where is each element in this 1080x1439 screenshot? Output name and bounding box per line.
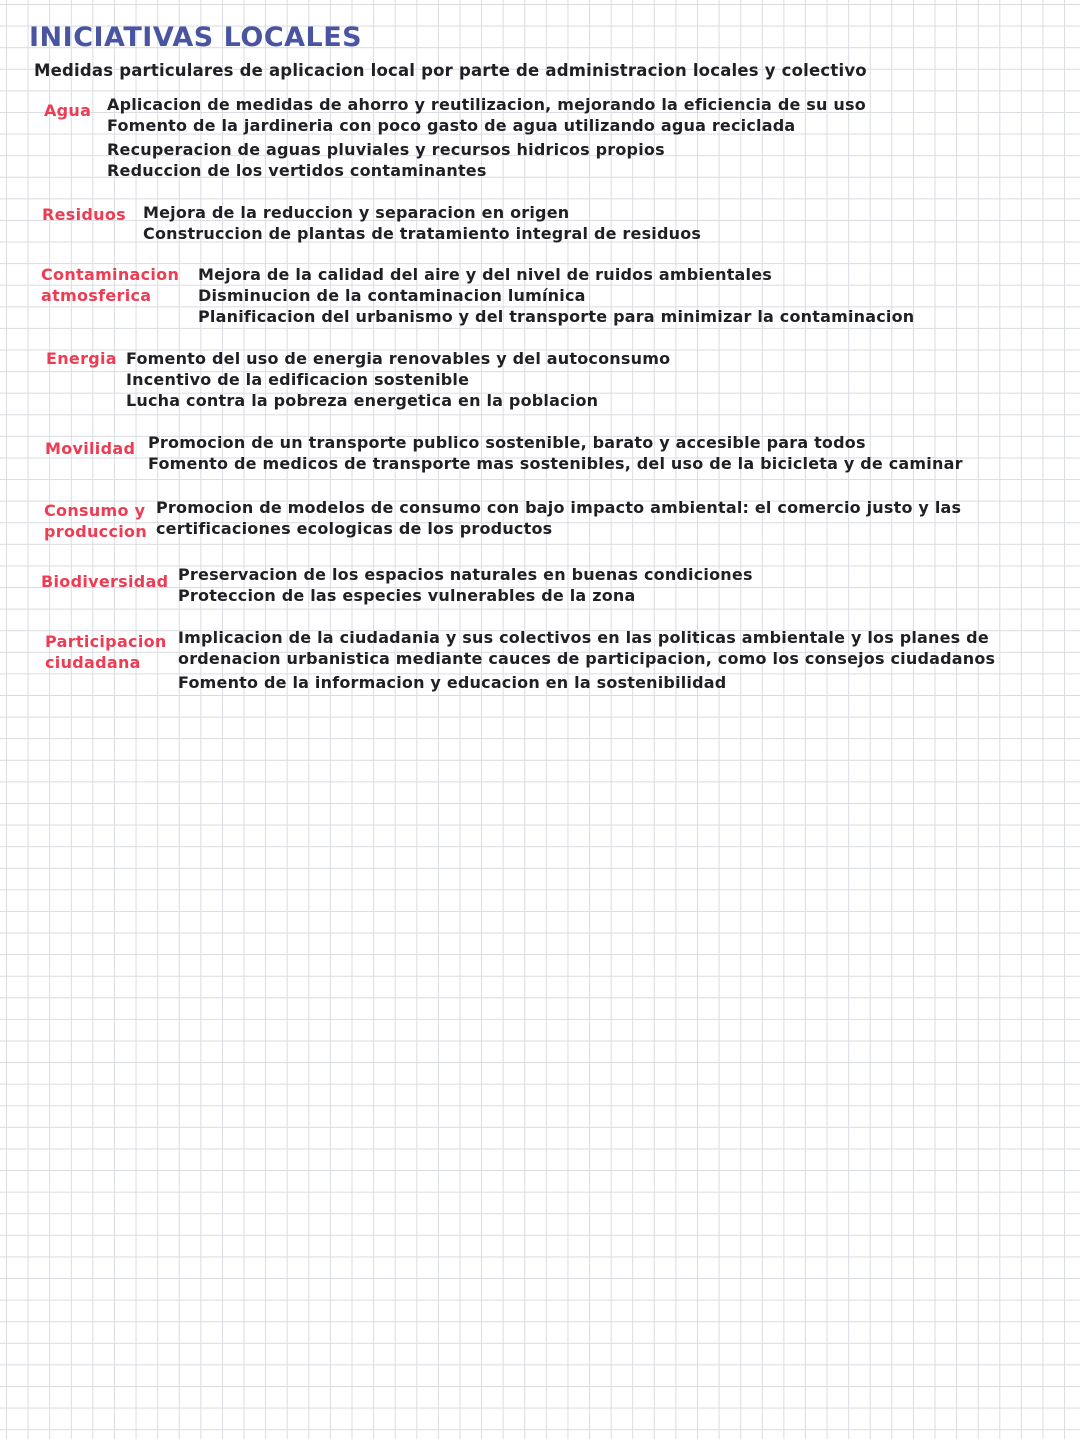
section-items [178,627,995,693]
section-label: Contaminacion atmosferica [41,265,180,305]
section-label: Participacion ciudadana [45,632,167,672]
list-item: Fomento de la informacion y educacion en la sostenibilidad [178,673,727,692]
section-items [143,202,701,244]
list-item: Disminucion de la contaminacion lumínica [198,286,586,305]
list-item: Fomento de medicos de transporte mas sostenibles, del uso de la bicicleta y de caminar [148,454,963,473]
section-items [178,564,753,606]
list-item: Proteccion de las especies vulnerables de la zona [178,586,636,605]
list-item: Promocion de modelos de consumo con bajo impacto ambiental: el comercio justo y las [156,498,962,517]
list-item: Fomento de la jardineria con poco gasto de agua utilizando agua reciclada [107,116,796,135]
section-label: Agua [44,101,92,120]
list-item: Mejora de la reduccion y separacion en origen [143,203,570,222]
section-label: Energia [46,349,117,368]
list-item: Incentivo de la edificacion sostenible [126,370,470,389]
section-label: Movilidad [45,439,136,458]
page-title: INICIATIVAS LOCALES [29,22,363,53]
list-item: Promocion de un transporte publico sostenible, barato y accesible para todos [148,433,866,452]
list-item: Lucha contra la pobreza energetica en la poblacion [126,391,599,410]
section-label: Biodiversidad [41,572,169,591]
list-item: Fomento del uso de energia renovables y del autoconsumo [126,349,671,368]
list-item: Planificacion del urbanismo y del transporte para minimizar la contaminacion [198,307,915,326]
list-item: Aplicacion de medidas de ahorro y reutilizacion, mejorando la eficiencia de su uso [107,95,866,114]
list-item: Construccion de plantas de tratamiento integral de residuos [143,224,702,243]
section-items [126,348,670,411]
section-items [156,497,961,539]
page-subtitle: Medidas particulares de aplicacion local por parte de administracion locales y colectivo [34,61,867,80]
list-item: Recuperacion de aguas pluviales y recursos hidricos propios [107,140,665,159]
list-item: Mejora de la calidad del aire y del nivel de ruidos ambientales [198,265,773,284]
list-item: certificaciones ecologicas de los productos [156,519,553,538]
list-item: Reduccion de los vertidos contaminantes [107,161,487,180]
list-item: Implicacion de la ciudadania y sus colectivos en las politicas ambientale y los planes de [178,628,989,647]
list-item: Preservacion de los espacios naturales en buenas condiciones [178,565,753,584]
section-items [148,432,963,474]
section-items [107,94,866,181]
section-label: Residuos [42,205,126,224]
section-label: Consumo y produccion [44,501,148,541]
list-item: ordenacion urbanistica mediante cauces de participacion, como los consejos ciudadanos [178,649,996,668]
section-items [198,264,914,327]
